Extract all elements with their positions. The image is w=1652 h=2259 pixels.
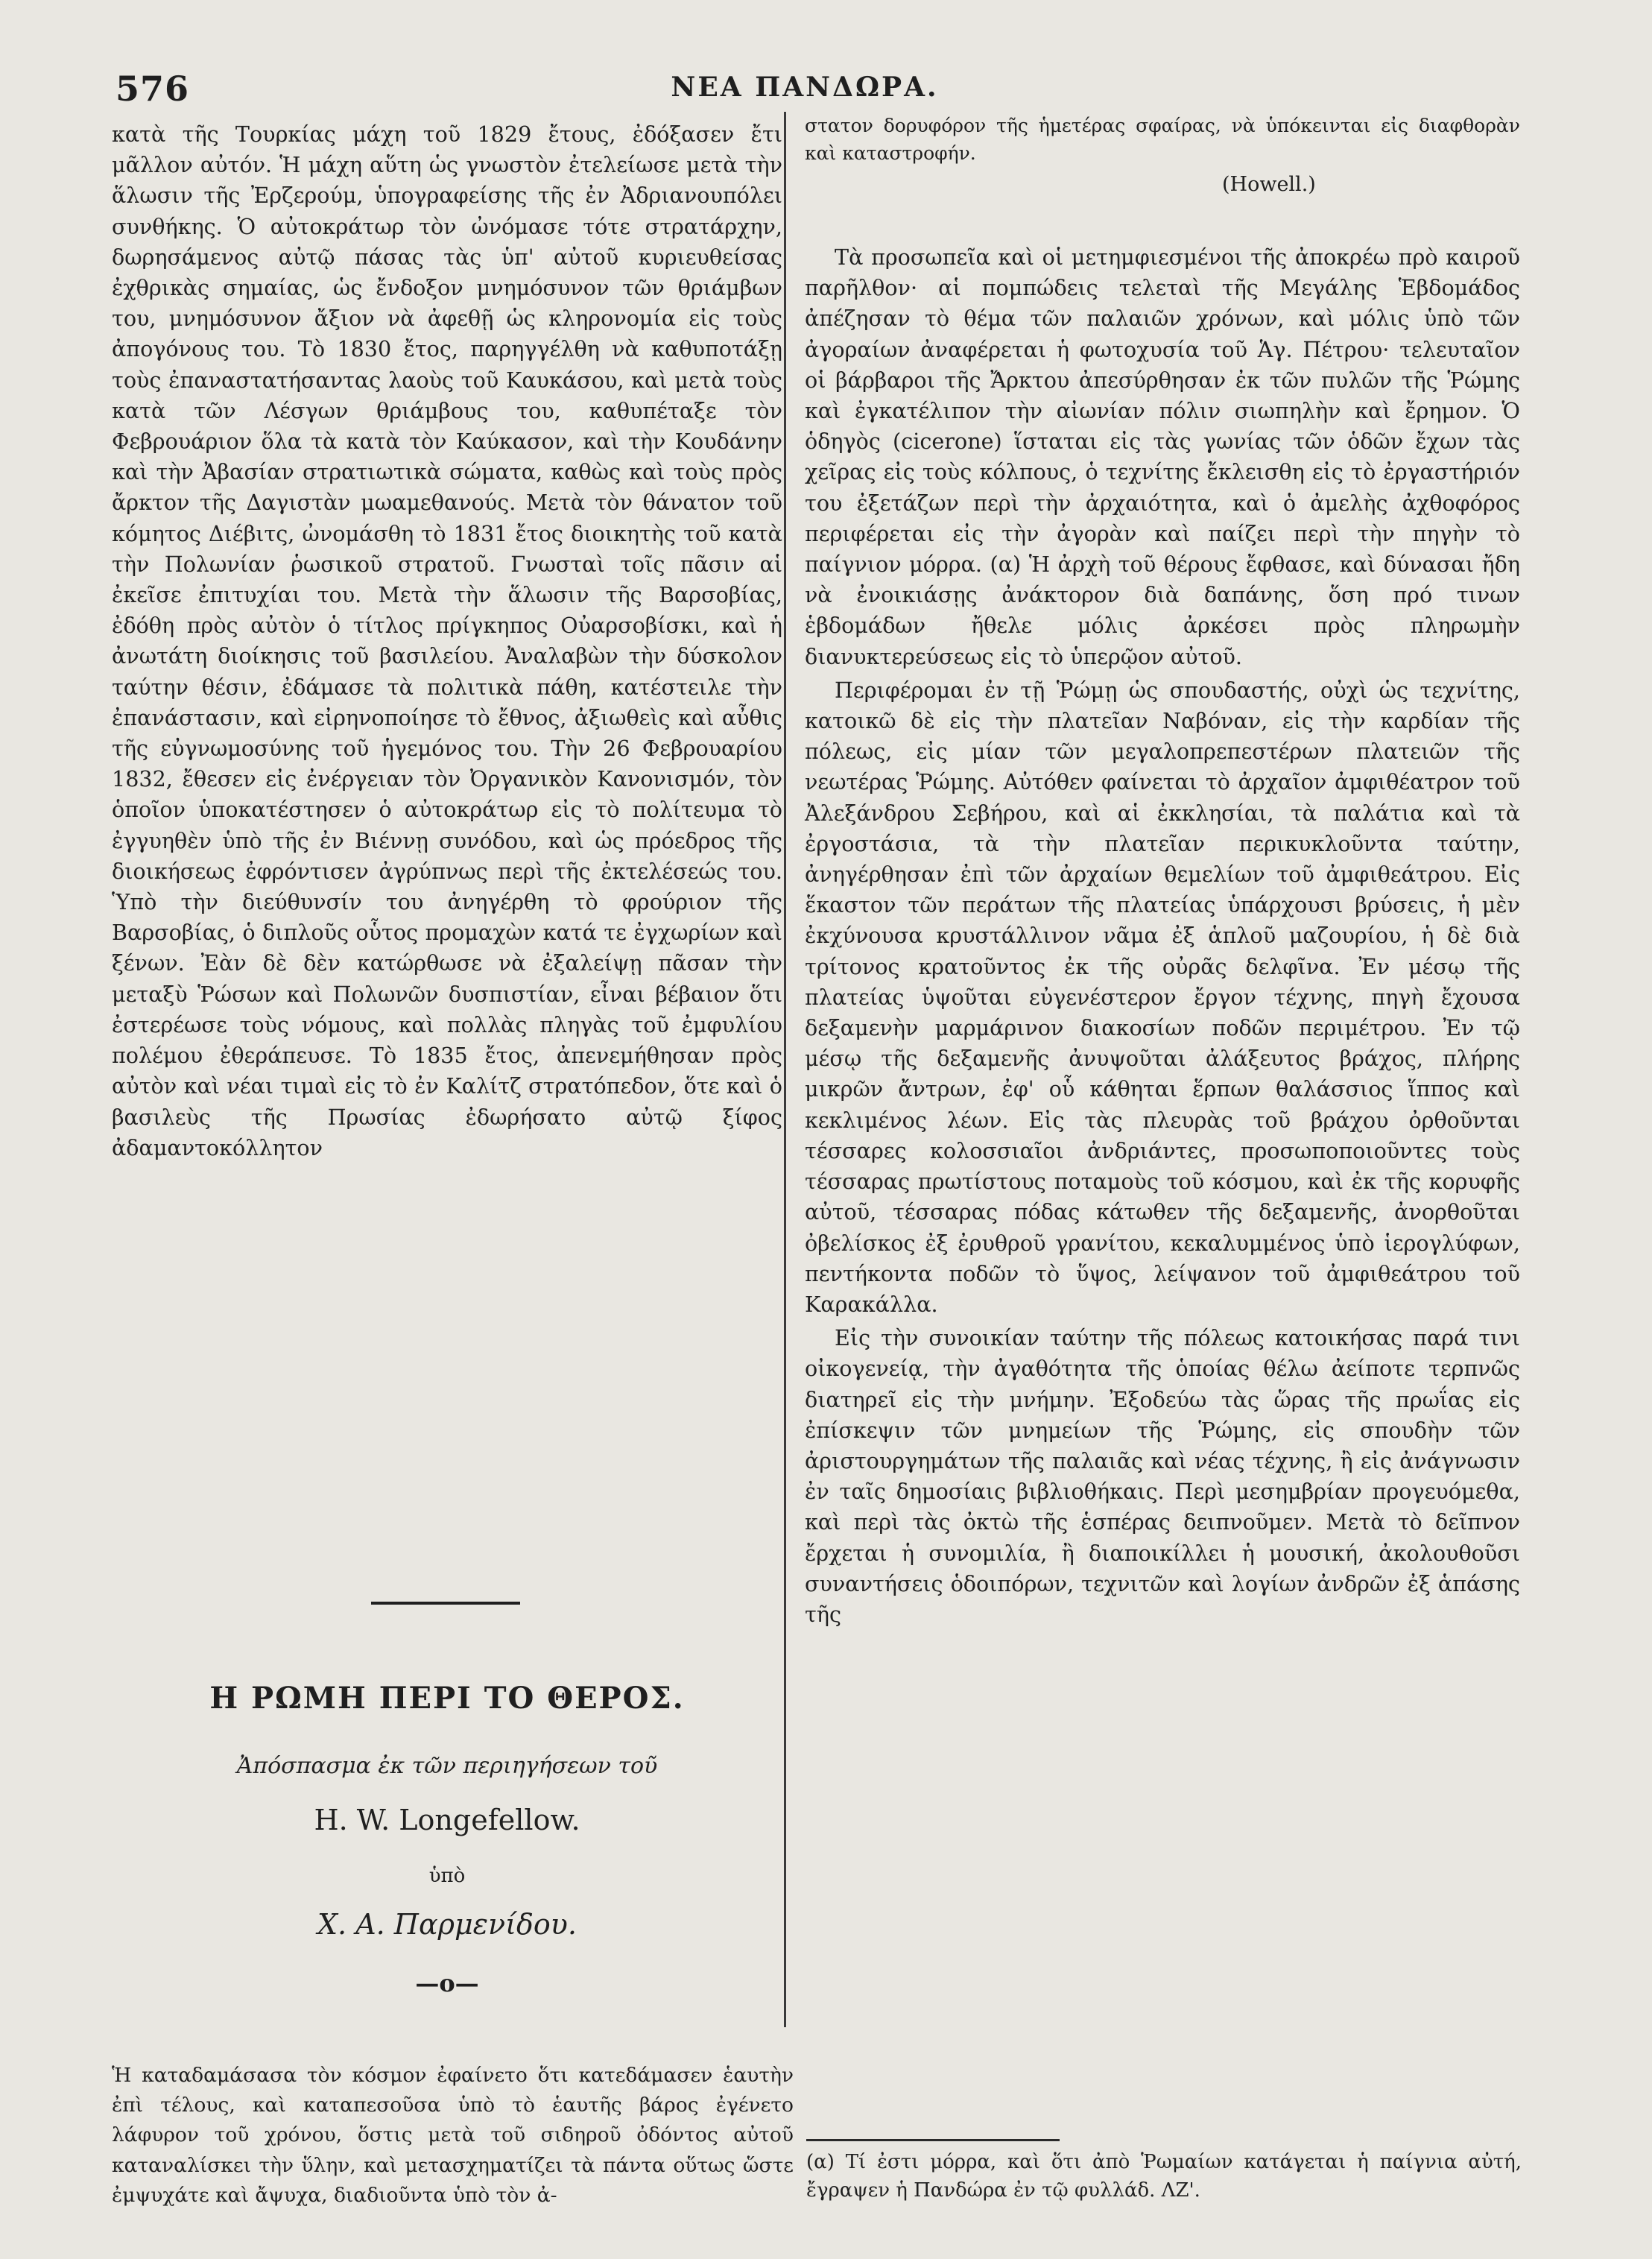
footnote: (α) Τί ἐστι μόρρα, καὶ ὅτι ἀπὸ Ῥωμαίων κατάγεται ἡ παίγνια αὐτή, ἔγραψεν ἡ Πανδώρα ἐν τῷ φυλλάδ. ΛΖ'. [806, 2151, 1522, 2202]
column-rule [784, 112, 786, 2027]
article-subtitle: Ἀπόσπασμα ἐκ τῶν περιηγήσεων τοῦ [236, 1753, 658, 1779]
left-column [112, 119, 782, 1163]
right-paragraph: Εἰς τὴν συνοικίαν ταύτην τῆς πόλεως κατοικήσας παρά τινι οἰκογενείᾳ, τὴν ἀγαθότητα τῆς ὁποίας θέλω ἀείποτε τερπνῶς διατηρεῖ εἰς τὴν μνήμην. Ἐξοδεύω τὰς ὥρας τῆς πρωΐας εἰς ἐπίσκεψιν τῶν μνημείων τῆς Ῥώμης, εἰς σπουδὴν τῶν ἀριστουργημάτων τῆς παλαιᾶς καὶ νέας τέχνης, ἢ εἰς ἀνάγνωσιν ἐν ταῖς δημοσίαις βιβλιοθήκαις. Περὶ μεσημβρίαν προγευόμεθα, καὶ περὶ τὰς ὀκτὼ τῆς ἑσπέρας δειπνοῦμεν. Μετὰ τὸ δεῖπνον ἔρχεται ἡ συνομιλία, ἢ διαποικίλλει ἡ μουσική, ἀκολουθοῦσι συναντήσεις ὁδοιπόρων, τεχνιτῶν καὶ λογίων ἀνδρῶν ἐξ ἁπάσης τῆς [805, 1325, 1520, 1627]
article-author: H. W. Longefellow. [314, 1804, 580, 1836]
article-intro [112, 2061, 794, 2211]
right-paragraph: Τὰ προσωπεῖα καὶ οἱ μετημφιεσμένοι τῆς ἀποκρέω πρὸ καιροῦ παρῆλθον· αἱ πομπώδεις τελεταὶ τῆς Μεγάλης Ἑβδομάδος ἀπέζησαν τὸ θέμα τῶν παλαιῶν χρόνων, καὶ μόλις ὑπὸ τῶν ἀγοραίων ἀναφέρεται ἡ φωτοχυσία τοῦ Ἁγ. Πέτρου· τελευταῖον οἱ βάρβαροι τῆς Ἄρκτου ἀπεσύρθησαν ἐκ τῶν πυλῶν τῆς Ῥώμης καὶ ἐγκατέλιπον τὴν αἰωνίαν πόλιν σιωπηλὴν καὶ ἔρημον. Ὁ ὁδηγὸς (cicerone) ἵσταται εἰς τὰς γωνίας τῶν ὁδῶν ἔχων τὰς χεῖρας εἰς τοὺς κόλπους, ὁ τεχνίτης ἔκλεισθη εἰς τὸ ἐργαστήριόν του ἐξετάζων περὶ τὴν ἀρχαιότητα, καὶ ὁ ἀμελὴς ἀχθοφόρος περιφέρεται εἰς τὴν ἀγορὰν καὶ παίζει περὶ τὴν πηγὴν τὸ παίγνιον μόρρα. (α) Ἡ ἀρχὴ τοῦ θέρους ἔφθασε, καὶ δύνασαι ἤδη νὰ ἐνοικιάσῃς ἀνάκτορον διὰ δαπάνης, ὅση πρό τινων ἑβδομάδων ἤθελε μόλις ἀρκέσει πρὸς πληρωμὴν διανυκτερεύσεως εἰς τὸ ὑπερῷον αὐτοῦ. [805, 244, 1520, 669]
intro-paragraph: Ἡ καταδαμάσασα τὸν κόσμον ἐφαίνετο ὅτι κατεδάμασεν ἑαυτὴν ἐπὶ τέλους, καὶ καταπεσοῦσα ὑπὸ τὸ ἑαυτῆς βάρος ἐγένετο λάφυρον τοῦ χρόνου, ὅστις μετὰ τοῦ σιδηροῦ ὀδόντος αὐτοῦ καταναλίσκει τὴν ὕλην, καὶ μετασχηματίζει τὰ πάντα οὕτως ὥστε ἐμψυχάτε καὶ ἄψυχα, διαδιοῦντα ὑπὸ τὸν ἀ- [112, 2064, 794, 2207]
running-title: ΝΕΑ ΠΑΝΔΩΡΑ. [671, 72, 939, 103]
right-column-body [805, 242, 1520, 1630]
page-number: 576 [115, 69, 190, 109]
left-column-paragraph: κατὰ τῆς Τουρκίας μάχη τοῦ 1829 ἔτους, ἐδόξασεν ἔτι μᾶλλον αὐτόν. Ἡ μάχη αὕτη ὡς γνωστὸν ἐτελείωσε μετὰ τὴν ἅλωσιν τῆς Ἐρζερούμ, ὑπογραφείσης τῆς ἐν Ἀδριανουπόλει συνθήκης. Ὁ αὐτοκράτωρ τὸν ὠνόμασε τότε στρατάρχην, δωρησάμενος αὐτῷ πάσας τὰς ὑπ' αὐτοῦ κυριευθείσας ἐχθρικὰς σημαίας, ὡς ἔνδοξον μνημόσυνον τῶν θριάμβων του, μνημόσυνον ἄξιον νὰ ἀφεθῇ ὡς κληρονομία εἰς τοὺς ἀπογόνους του. Τὸ 1830 ἔτος, παρηγγέλθη νὰ καθυποτάξῃ τοὺς ἐπαναστατήσαντας λαοὺς τοῦ Καυκάσου, καὶ μετὰ τοὺς κατὰ τῶν Λέσγων θριάμβους του, καθυπέταξε τὸν Φεβρουάριον ὅλα τὰ κατὰ τὸν Καύκασον, καὶ τὴν Κουδάνην καὶ τὴν Ἀβασίαν στρατιωτικὰ σώματα, καθὼς καὶ τοὺς πρὸς ἄρκτον τῆς Δαγιστὰν μωαμεθανούς. Μετὰ τὸν θάνατον τοῦ κόμητος Διέβιτς, ὠνομάσθη τὸ 1831 ἔτος διοικητὴς τοῦ κατὰ τὴν Πολωνίαν ῥωσικοῦ στρατοῦ. Γνωσταὶ τοῖς πᾶσιν αἱ ἐκεῖσε ἐπιτυχίαι του. Μετὰ τὴν ἅλωσιν τῆς Βαρσοβίας, ἐδόθη πρὸς αὐτὸν ὁ τίτλος πρίγκηπος Οὐαρσοβίσκι, καὶ ἡ ἀνωτάτη διοίκησις τοῦ βασιλείου. Ἀναλαβὼν τὴν δύσκολον ταύτην θέσιν, ἐδάμασε τὰ πολιτικὰ πάθη, κατέστειλε τὴν ἐπανάστασιν, καὶ εἰρηνοποίησε τὸ ἔθνος, ἀξιωθεὶς καὶ αὖθις τῆς εὐγνωμοσύνης τοῦ ἡγεμόνος του. Τὴν 26 Φεβρουαρίου 1832, ἔθεσεν εἰς ἐνέργειαν τὸν Ὀργανικὸν Κανονισμόν, τὸν ὁποῖον ὑποκατέστησεν ὁ αὐτοκράτωρ εἰς τὸ πολίτευμα τὸ ἐγγυηθὲν ὑπὸ τῆς ἐν Βιέννῃ συνόδου, καὶ ὡς πρόεδρος τῆς διοικήσεως ἐφρόντισεν ἀγρύπνως περὶ τῆς ἐκτελέσεώς του. Ὑπὸ τὴν διεύθυνσίν του ἀνηγέρθη τὸ φρούριον τῆς Βαρσοβίας, ὁ διπλοῦς οὗτος προμαχὼν κατά τε ἐγχωρίων καὶ ξένων. Ἐὰν δὲ δὲν κατώρθωσε νὰ ἐξαλείψῃ πᾶσαν τὴν μεταξὺ Ῥώσων καὶ Πολωνῶν δυσπιστίαν, εἶναι βέβαιον ὅτι ἐστερέωσε τοὺς νόμους, καὶ πολλὰς πληγὰς τοῦ ἐμφυλίου πολέμου ἐθεράπευσε. Τὸ 1835 ἔτος, ἀπενεμήθησαν πρὸς αὐτὸν καὶ νέαι τιμαὶ εἰς τὸ ἐν Καλίτζ στρατόπεδον, ὅτε καὶ ὁ βασιλεὺς τῆς Πρωσίας ἐδωρήσατο αὐτῷ ξίφος ἀδαμαντοκόλλητον [112, 121, 782, 1160]
quote-tail-text: στατον δορυφόρον τῆς ἡμετέρας σφαίρας, νὰ ὑπόκεινται εἰς διαφθορὰν καὶ καταστροφήν. [805, 115, 1520, 164]
article-translator: Χ. Α. Παρμενίδου. [317, 1908, 577, 1941]
ornament-divider: —o— [415, 1969, 479, 1997]
quote-attribution: (Howell.) [1222, 173, 1316, 196]
right-paragraph: Περιφέρομαι ἐν τῇ Ῥώμῃ ὡς σπουδαστής, οὐχὶ ὡς τεχνίτης, κατοικῶ δὲ εἰς τὴν πλατεῖαν Ναβόναν, εἰς τὴν καρδίαν τῆς πόλεως, εἰς μίαν τῶν μεγαλοπρεπεστέρων πλατειῶν τῆς νεωτέρας Ῥώμης. Αὐτόθεν φαίνεται τὸ ἀρχαῖον ἀμφιθέατρον τοῦ Ἀλεξάνδρου Σεβήρου, καὶ αἱ ἐκκλησίαι, τὰ παλάτια καὶ τὰ ἐργοστάσια, τὰ τὴν πλατεῖαν περικυκλοῦντα ταύτην, ἀνηγέρθησαν ἐπὶ τῶν ἀρχαίων θεμελίων τοῦ ἀμφιθεάτρου. Εἰς ἕκαστον τῶν περάτων τῆς πλατείας ὑπάρχουσι βρύσεις, ἡ μὲν ἐκχύνουσα κρυστάλλινον νᾶμα ἐξ ἁπλοῦ μαζουρίου, ἡ δὲ διὰ τρίτονος κρατοῦντος ἐκ τῆς οὐρᾶς δελφῖνα. Ἐν μέσῳ τῆς πλατείας ὑψοῦται εὐγενέστερον ἔργον τέχνης, πηγὴ ἔχουσα δεξαμενὴν μαρμάρινον διακοσίων ποδῶν περιμέτρου. Ἐν τῷ μέσῳ τῆς δεξαμενῆς ἀνυψοῦται ἀλάξευτος βράχος, πλήρης μικρῶν ἄντρων, ἐφ' οὗ κάθηται ἕρπων θαλάσσιος ἵππος καὶ κεκλιμένος λέων. Εἰς τὰς πλευρὰς τοῦ βράχου ὀρθοῦνται τέσσαρες κολοσσιαῖοι ἀνδριάντες, προσωποποιοῦντες τοὺς τέσσαρας πρωτίστους ποταμοὺς τοῦ κόσμου, καὶ ἐκ τῆς κορυφῆς αὐτοῦ, τέσσαρας πόδας κάτωθεν τῆς δεξαμενῆς, ἀνορθοῦται ὀβελίσκος ἐξ ἐρυθροῦ γρανίτου, κεκαλυμμένος ὑπὸ ἱερογλύφων, πεντήκοντα ποδῶν τὸ ὕψος, λείψανον τοῦ ἀμφιθεάτρου τοῦ Καρακάλλα. [805, 677, 1520, 1317]
article-title: Η ΡΩΜΗ ΠΕΡΙ ΤΟ ΘΕΡΟΣ. [209, 1681, 685, 1716]
quote-tail [805, 112, 1520, 167]
article-by: ὑπὸ [428, 1865, 466, 1887]
footnote-rule [806, 2139, 1060, 2141]
section-separator [371, 1602, 520, 1605]
